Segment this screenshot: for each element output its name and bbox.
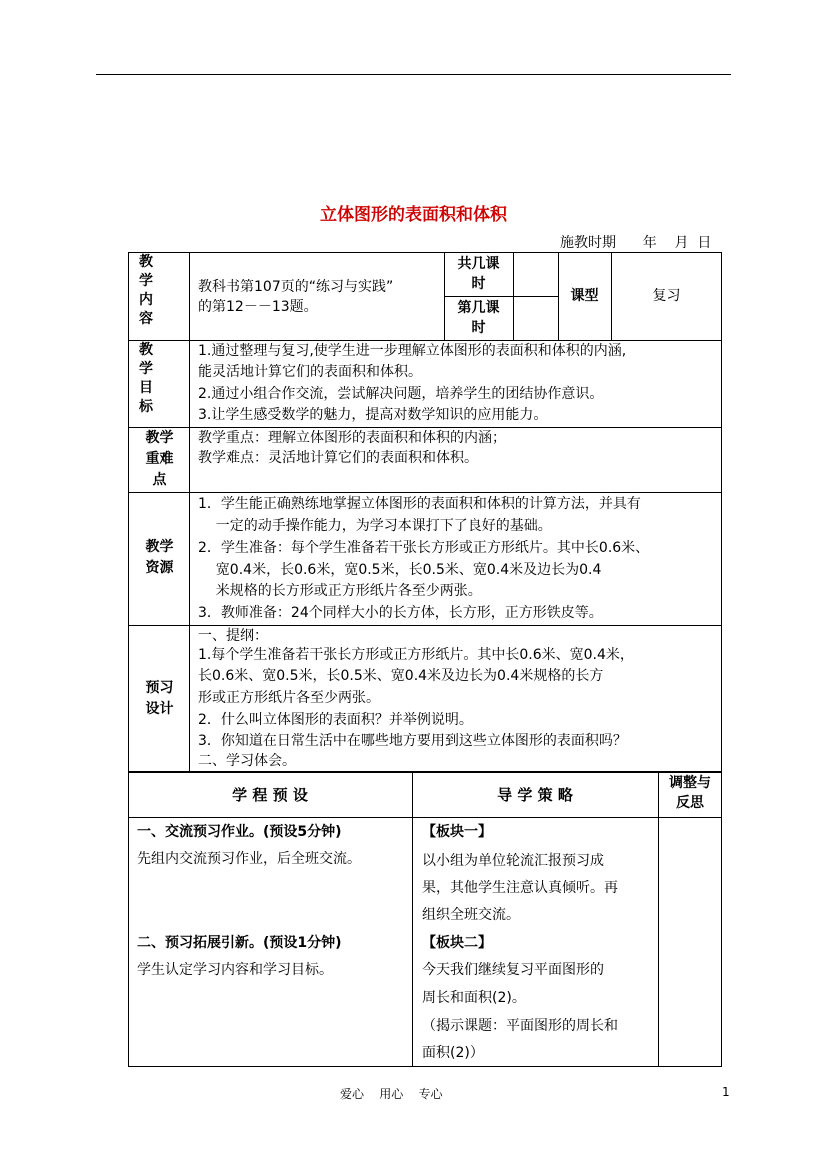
header-rule <box>96 74 731 75</box>
process-right-line: 面积(2)） <box>422 1045 484 1061</box>
preview-line: 1.每个学生准备若干张长方形或正方形纸片。其中长0.6米、宽0.4米， <box>198 647 634 663</box>
resources-line: 1．学生能正确熟练地掌握立体图形的表面积和体积的计算方法，并具有 <box>198 496 641 512</box>
key-points-line: 教学重点：理解立体图形的表面积和体积的内涵； <box>198 430 506 446</box>
resources-line: 2．学生准备：每个学生准备若干张长方形或正方形纸片。其中长0.6米、 <box>198 540 650 556</box>
lesson-number-label: 第几课 时 <box>457 300 500 336</box>
preview-line: 长0.6米、宽0.5米，长0.5米、宽0.4米及边长为0.4米规格的长方 <box>198 668 604 684</box>
process-right-line: 组织全班交流。 <box>422 907 520 923</box>
preview-line: 二、学习体会。 <box>198 753 296 769</box>
process-left-text: 先组内交流预习作业，后全班交流。 <box>137 851 361 867</box>
process-right-line: 周长和面积(2)。 <box>422 990 526 1006</box>
objectives-line: 能灵活地计算它们的表面积和体积。 <box>198 364 422 380</box>
process-right-line: 果，其他学生注意认真倾听。再 <box>422 880 618 896</box>
process-col3-header: 调整与 反思 <box>669 775 711 811</box>
preview-line: 形或正方形纸片各至少两张。 <box>198 690 380 706</box>
preview-line: 3．你知道在日常生活中在哪些地方要用到这些立体图形的表面积吗？ <box>198 733 627 749</box>
key-points-line: 教学难点：灵活地计算它们的表面积和体积。 <box>198 450 478 466</box>
process-right-heading: 【板块一】 <box>422 824 492 840</box>
resources-line: 宽0.4米，长0.6米，宽0.5米，长0.5米、宽0.4米及边长为0.4 <box>198 562 602 578</box>
process-right-line: 以小组为单位轮流汇报预习成 <box>422 853 604 869</box>
date-line: 施教时期 年 月 日 <box>560 235 712 251</box>
process-col1-header: 学 程 预 设 <box>232 786 308 804</box>
resources-line: 一定的动手操作能力，为学习本课打下了良好的基础。 <box>198 518 552 534</box>
process-right-line: 今天我们继续复习平面图形的 <box>422 962 604 978</box>
process-left-text: 学生认定学习内容和学习目标。 <box>137 962 333 978</box>
preview-label: 预习 设计 <box>145 680 174 717</box>
page-number: 1 <box>722 1085 730 1099</box>
type-label: 课型 <box>570 288 599 304</box>
content-text: 教科书第107页的“练习与实践” 的第12－－13题。 <box>198 279 394 315</box>
resources-label: 教学 资源 <box>145 539 174 576</box>
objectives-label: 教 学 目 标 <box>139 342 153 415</box>
lesson-count-label: 共几课 时 <box>457 256 500 292</box>
process-col2-header: 导 学 策 略 <box>497 786 573 804</box>
resources-line: 3．教师准备：24个同样大小的长方体，长方形，正方形铁皮等。 <box>198 605 603 621</box>
type-value: 复习 <box>652 288 681 304</box>
process-right-heading: 【板块二】 <box>422 935 492 951</box>
content-label: 教 学 内 容 <box>139 254 153 327</box>
preview-line: 2．什么叫立体图形的表面积？并举例说明。 <box>198 712 473 728</box>
page-title: 立体图形的表面积和体积 <box>320 205 507 225</box>
footer-motto: 爱心 用心 专心 <box>340 1087 443 1101</box>
resources-line: 米规格的长方形或正方形纸片各至少两张。 <box>198 583 482 599</box>
process-right-line: （揭示课题：平面图形的周长和 <box>422 1018 618 1034</box>
key-points-label: 教学 重难 点 <box>145 430 174 488</box>
preview-line: 一、提纲： <box>198 628 268 644</box>
objectives-line: 1.通过整理与复习,使学生进一步理解立体图形的表面积和体积的内涵, <box>198 343 627 359</box>
process-left-heading: 一、交流预习作业。(预设5分钟) <box>137 824 342 840</box>
process-left-heading: 二、预习拓展引新。(预设1分钟) <box>137 935 342 951</box>
objectives-line: 3.让学生感受数学的魅力，提高对数学知识的应用能力。 <box>198 407 548 423</box>
objectives-line: 2.通过小组合作交流，尝试解决问题，培养学生的团结协作意识。 <box>198 386 604 402</box>
